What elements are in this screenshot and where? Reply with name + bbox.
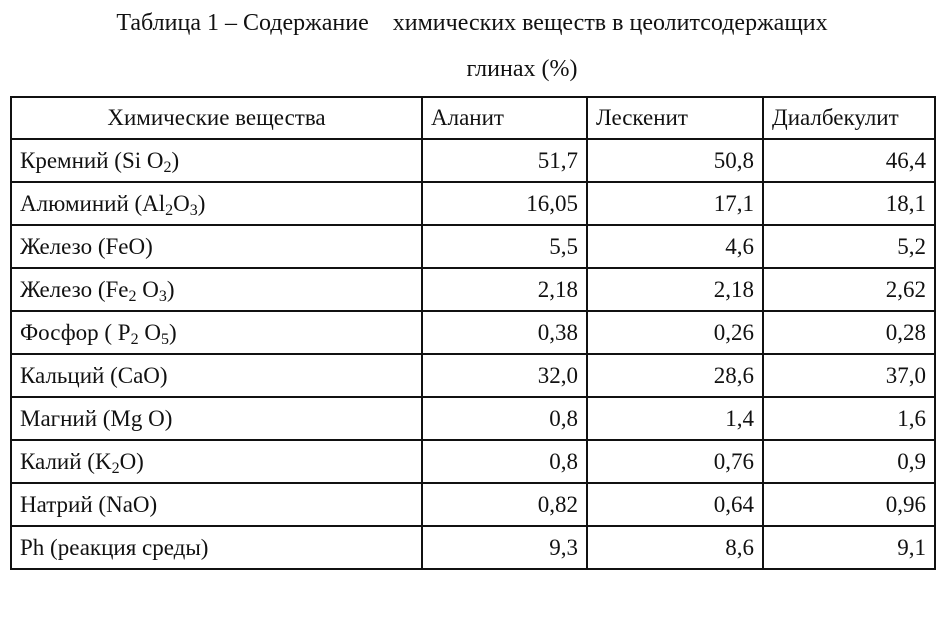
cell-leskenite: 17,1 — [587, 182, 763, 225]
header-alanite: Аланит — [422, 97, 587, 139]
cell-dialbekulite: 9,1 — [763, 526, 935, 569]
cell-leskenite: 1,4 — [587, 397, 763, 440]
table-row — [11, 483, 935, 526]
table-row — [11, 182, 935, 225]
row-substance-name: Натрий (NaO) — [11, 483, 422, 526]
cell-leskenite: 2,18 — [587, 268, 763, 311]
table-row — [11, 526, 935, 569]
cell-dialbekulite: 18,1 — [763, 182, 935, 225]
header-dialbekulite: Диалбекулит — [763, 97, 935, 139]
row-substance-name: Алюминий $(Al_2O_3)$ — [11, 182, 422, 225]
cell-alanite: 5,5 — [422, 225, 587, 268]
cell-alanite: 0,8 — [422, 397, 587, 440]
row-substance-name: Ph (реакция среды) — [11, 526, 422, 569]
cell-alanite: 51,7 — [422, 139, 587, 182]
table-row — [11, 440, 935, 483]
cell-alanite: 9,3 — [422, 526, 587, 569]
cell-leskenite: 50,8 — [587, 139, 763, 182]
row-substance-name: Кальций (CaO) — [11, 354, 422, 397]
row-substance-name: Железо (FeO) — [11, 225, 422, 268]
cell-dialbekulite: 5,2 — [763, 225, 935, 268]
cell-alanite: 2,18 — [422, 268, 587, 311]
row-substance-name: Фосфор ( $P_2$ $O_5$) — [11, 311, 422, 354]
header-leskenite: Лескенит — [587, 97, 763, 139]
table-row — [11, 354, 935, 397]
cell-alanite: 0,82 — [422, 483, 587, 526]
table-caption-line2: глинах (%) — [466, 56, 578, 82]
cell-alanite: 32,0 — [422, 354, 587, 397]
cell-leskenite: 0,26 — [587, 311, 763, 354]
table-row — [11, 311, 935, 354]
cell-alanite: 0,38 — [422, 311, 587, 354]
table-row — [11, 397, 935, 440]
cell-leskenite: 8,6 — [587, 526, 763, 569]
cell-leskenite: 28,6 — [587, 354, 763, 397]
header-substances: Химические вещества — [11, 97, 422, 139]
cell-dialbekulite: 37,0 — [763, 354, 935, 397]
chemical-composition-table — [10, 96, 936, 570]
cell-alanite: 0,8 — [422, 440, 587, 483]
row-substance-name: Кремний (Si $O_2$) — [11, 139, 422, 182]
table-row — [11, 225, 935, 268]
row-substance-name: Магний (Mg O) — [11, 397, 422, 440]
table-header-row — [11, 97, 935, 139]
cell-leskenite: 4,6 — [587, 225, 763, 268]
table-row — [11, 268, 935, 311]
cell-alanite: 16,05 — [422, 182, 587, 225]
cell-dialbekulite: 0,28 — [763, 311, 935, 354]
table-caption-line1: Таблица 1 – Содержание химических веществ в цеолитсодержащих — [116, 10, 828, 36]
cell-dialbekulite: 46,4 — [763, 139, 935, 182]
table-row — [11, 139, 935, 182]
cell-leskenite: 0,76 — [587, 440, 763, 483]
cell-dialbekulite: 1,6 — [763, 397, 935, 440]
cell-dialbekulite: 0,9 — [763, 440, 935, 483]
cell-dialbekulite: 2,62 — [763, 268, 935, 311]
cell-dialbekulite: 0,96 — [763, 483, 935, 526]
row-substance-name: Калий $(K_2O)$ — [11, 440, 422, 483]
cell-leskenite: 0,64 — [587, 483, 763, 526]
row-substance-name: Железо ($Fe_2$ $O_3$) — [11, 268, 422, 311]
